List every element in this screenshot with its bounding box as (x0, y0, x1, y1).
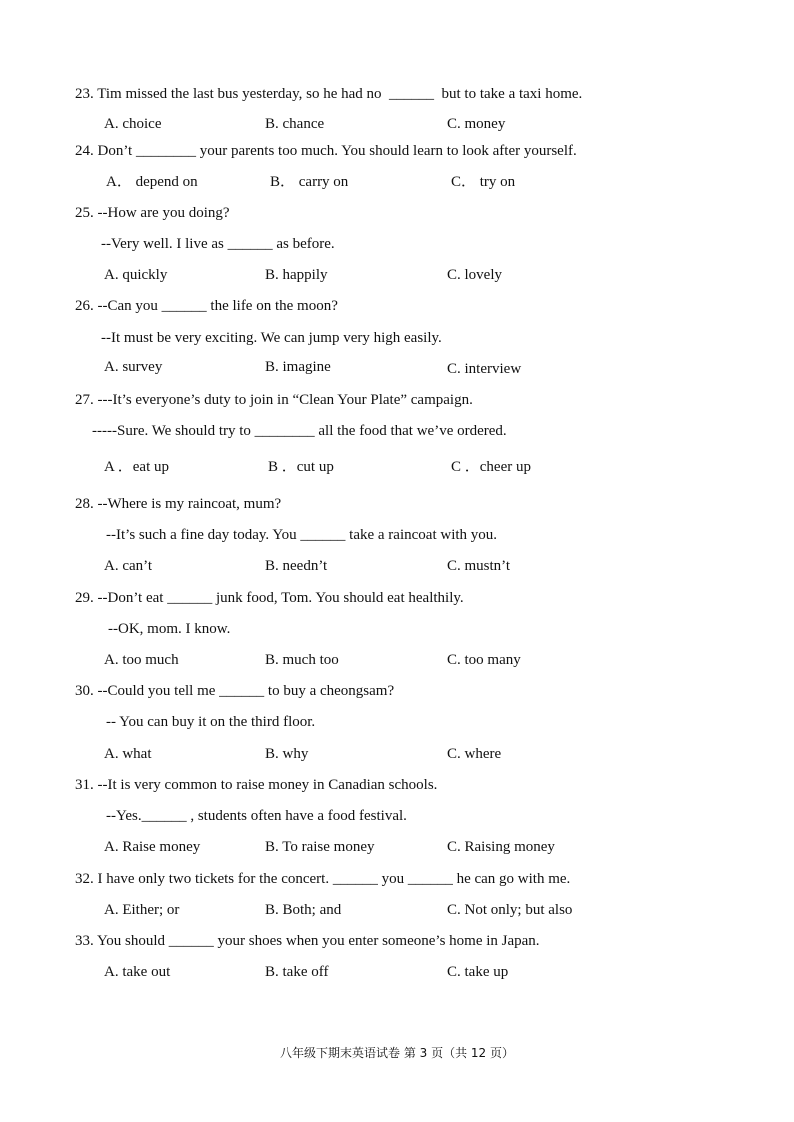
option-c: C. too many (447, 652, 521, 668)
option-b: B ．cut up (268, 459, 334, 475)
option-b: B. chance (265, 116, 325, 132)
option-b: B. Both; and (265, 902, 342, 918)
option-c: C. lovely (447, 267, 502, 283)
dialogue-reply: --It must be very exciting. We can jump very high easily. (101, 330, 442, 346)
option-b: B. take off (265, 964, 329, 980)
question-stem: 33. You should ______ your shoes when you enter someone’s home in Japan. (75, 933, 540, 949)
option-a: A ．eat up (104, 459, 169, 475)
question-stem: 23. Tim missed the last bus yesterday, so he had no ______ but to take a taxi home. (75, 86, 583, 102)
option-b: B． carry on (270, 174, 349, 190)
option-c: C． try on (451, 174, 516, 190)
option-a: A. quickly (104, 267, 168, 283)
option-a: A. what (104, 746, 152, 762)
option-a: A. too much (104, 652, 179, 668)
question-stem: 29. --Don’t eat ______ junk food, Tom. You should eat healthily. (75, 590, 464, 606)
question-stem: 24. Don’t ________ your parents too much. You should learn to look after yourself. (75, 143, 577, 159)
dialogue-reply: --It’s such a fine day today. You ______ take a raincoat with you. (106, 527, 498, 543)
option-b: B. why (265, 746, 309, 762)
option-a: A. take out (104, 964, 171, 980)
option-a: A. choice (104, 116, 162, 132)
option-c: C. Raising money (447, 839, 555, 855)
option-c: C. interview (447, 361, 522, 377)
question-stem: 31. --It is very common to raise money in Canadian schools. (75, 777, 438, 793)
question-stem: 27. ---It’s everyone’s duty to join in “Clean Your Plate” campaign. (75, 392, 473, 408)
option-c: C ．cheer up (451, 459, 531, 475)
option-a: A. Raise money (104, 839, 201, 855)
dialogue-reply: -----Sure. We should try to ________ all the food that we’ve ordered. (92, 423, 507, 439)
option-b: B. happily (265, 267, 328, 283)
question-stem: 26. --Can you ______ the life on the moon? (75, 298, 338, 314)
question-stem: 32. I have only two tickets for the concert. ______ you ______ he can go with me. (75, 871, 571, 887)
option-c: C. money (447, 116, 506, 132)
option-c: C. Not only; but also (447, 902, 573, 918)
option-c: C. where (447, 746, 502, 762)
option-b: B. much too (265, 652, 339, 668)
question-stem: 28. --Where is my raincoat, mum? (75, 496, 282, 512)
option-a: A. survey (104, 359, 163, 375)
option-b: B. To raise money (265, 839, 375, 855)
option-b: B. imagine (265, 359, 331, 375)
option-b: B. needn’t (265, 558, 328, 574)
option-c: C. take up (447, 964, 509, 980)
question-stem: 30. --Could you tell me ______ to buy a cheongsam? (75, 683, 395, 699)
page-footer: 八年级下期末英语试卷 第 3 页（共 12 页） (280, 1046, 514, 1060)
option-a: A. Either; or (104, 902, 180, 918)
dialogue-reply: --OK, mom. I know. (108, 621, 231, 637)
dialogue-reply: -- You can buy it on the third floor. (106, 714, 316, 730)
option-c: C. mustn’t (447, 558, 511, 574)
option-a: A. can’t (104, 558, 153, 574)
dialogue-reply: --Yes.______ , students often have a food festival. (106, 808, 407, 824)
dialogue-reply: --Very well. I live as ______ as before. (101, 236, 335, 252)
question-stem: 25. --How are you doing? (75, 205, 230, 221)
option-a: A． depend on (106, 174, 198, 190)
